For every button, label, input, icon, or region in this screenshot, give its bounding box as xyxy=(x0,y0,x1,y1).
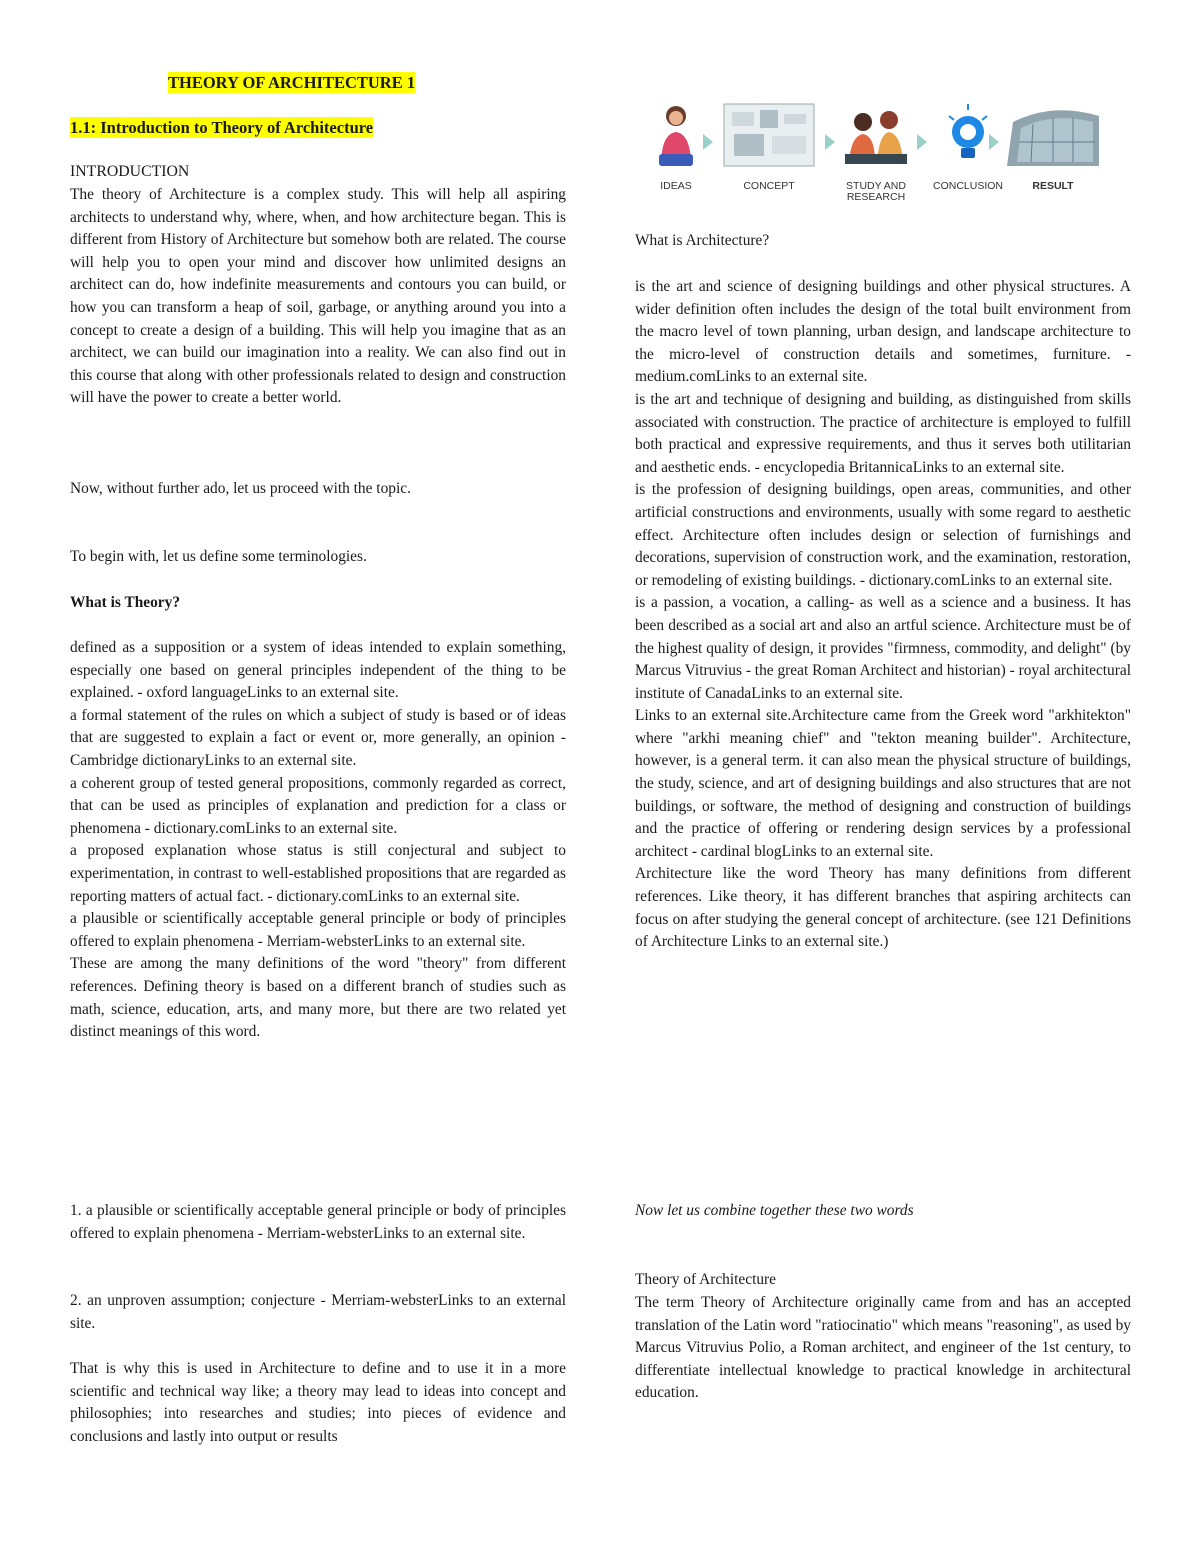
flow-step-label: RESULT xyxy=(1032,180,1074,192)
among-paragraph: These are among the many definitions of the word "theory" from different references. Defining theory is based on a different branch of studies such as math, science, education, arts, and many more, but there are two related yet distinct meanings of this word. xyxy=(70,955,566,1041)
theory-of-architecture-paragraph: The term Theory of Architecture originally came from and has an accepted translation of the Latin word "ratiocinatio" which means "reasoning", as used by Marcus Vitruvius Polio, a Roman architect, and engineer of the 1st century, to differentiate intellectual knowledge to practical knowledge in architectural education. xyxy=(635,1294,1131,1402)
arrow-right-icon xyxy=(825,134,835,150)
theory-definition: a coherent group of tested general propositions, commonly regarded as correct, that can be used as principles of explanation and prediction for a class or phenomena - dictionary.comLinks to an external site. xyxy=(70,774,566,837)
architecture-definition: Architecture like the word Theory has many definitions from different references. Like theory, it has different branches that aspiring architects can focus on after studying the general concept of architecture. (see 121 Definitions of Architecture Links to an external site.) xyxy=(635,865,1131,951)
flow-step-label: CONCLUSION xyxy=(932,180,1003,192)
theory-definition: a formal statement of the rules on which a subject of study is based or of ideas that are suggested to explain a fact or event or, more generally, an opinion - Cambridge dictionaryLinks to an external site. xyxy=(70,706,566,769)
arrow-right-icon xyxy=(989,134,999,150)
arrow-right-icon xyxy=(703,134,713,150)
building-icon xyxy=(1003,98,1103,170)
architecture-definition: is a passion, a vocation, a calling- as well as a science and a business. It has been described as a social art and also an artful science. Architecture must be of the highest quality of design, it provides "firmness, commodity, and delight" (by Marcus Vitruvius - the great Roman Architect and historian) - royal architectural institute of CanadaLinks to an external site. xyxy=(635,594,1131,702)
flow-step-label: IDEAS xyxy=(660,180,692,192)
theory-of-architecture-heading: Theory of Architecture xyxy=(635,1271,777,1288)
theory-definitions xyxy=(70,637,566,1044)
concept-board-icon xyxy=(722,98,816,170)
what-is-architecture-heading: What is Architecture? xyxy=(635,232,770,249)
arrow-right-icon xyxy=(917,134,927,150)
begin-paragraph: To begin with, let us define some terminologies. xyxy=(70,548,367,565)
flow-step-study xyxy=(839,98,913,203)
people-studying-icon xyxy=(841,98,911,170)
intro-paragraph: The theory of Architecture is a complex study. This will help all aspiring architects to understand why, where, when, and how architecture began. This is different from History of Architecture but somehow both are related. The course will help you to open your mind and discover how unlimited designs an architect can do, how indefinite measurements and contours you can build, or how you can transform a heap of soil, garbage, or anything around you into a concept to create a design of a building. This will help you imagine that as an architect, we can build our imagination into a reality. We can also find out in this course that along with other professionals related to design and construction will have the power to create a better world. xyxy=(70,186,566,407)
architecture-definition: is the profession of designing buildings, open areas, communities, and other artificial constructions and environments, usually with some regard to aesthetic effect. Architecture often includes design or selection of furnishings and decorations, supervision of construction work, and the examination, restoration, or remodeling of existing buildings. - dictionary.comLinks to an external site. xyxy=(635,481,1131,589)
document-title: THEORY OF ARCHITECTURE 1 xyxy=(168,73,416,92)
theory-definition: a proposed explanation whose status is still conjectural and subject to experimentation, in contrast to well-established propositions that are regarded as reporting matters of actual fact. - dictionary.comLinks to an external site. xyxy=(70,842,566,905)
flow-step-result xyxy=(1003,98,1103,192)
theory-definition: defined as a supposition or a system of ideas intended to explain something, especially one based on general principles independent of the thing to be explained. - oxford languageLinks to an external site. xyxy=(70,639,566,702)
architecture-definitions xyxy=(635,276,1131,954)
architecture-definition: is the art and science of designing buildings and other physical structures. A wider definition often includes the design of the total built environment from the macro level of town planning, urban design, and landscape architecture to the micro-level of construction details and sometimes, furniture. - medium.comLinks to an external site. xyxy=(635,278,1131,386)
flow-step-concept xyxy=(719,98,819,192)
meaning-one: 1. a plausible or scientifically acceptable general principle or body of principles offered to explain phenomena - Merriam-websterLinks to an external site. xyxy=(70,1202,566,1242)
person-thinking-icon xyxy=(651,98,701,170)
flow-step-label: STUDY AND RESEARCH xyxy=(846,180,906,203)
theory-definition: a plausible or scientifically acceptable general principle or body of principles offered to explain phenomena - Merriam-websterLinks to an external site. xyxy=(70,910,566,950)
architecture-definition: is the art and technique of designing and building, as distinguished from skills associated with construction. The practice of architecture is employed to fulfill both practical and expressive requirements, and thus it serves both utilitarian and aesthetic ends. - encyclopedia BritannicaLinks to an external site. xyxy=(635,390,1131,476)
closing-paragraph: That is why this is used in Architecture to define and to use it in a more scientific and technical way like; a theory may lead to ideas into concept and philosophies; into researches and studies; into pieces of evidence and conclusions and lastly into output or results xyxy=(70,1360,566,1445)
proceed-paragraph: Now, without further ado, let us proceed with the topic. xyxy=(70,480,411,497)
what-is-theory-heading: What is Theory? xyxy=(70,594,181,611)
combine-paragraph: Now let us combine together these two words xyxy=(635,1202,914,1219)
intro-heading: INTRODUCTION xyxy=(70,163,190,180)
architecture-definition: Links to an external site.Architecture came from the Greek word "arkhitekton" where "arkhi meaning chief" and "tekton meaning builder". Architecture, however, is a general term. it can also mean the physical structure of buildings, the study, science, and art of designing buildings and also structures that are not buildings, or software, the method of designing and construction of buildings and the practice of offering or rendering design services by a professional architect - cardinal blogLinks to an external site. xyxy=(635,707,1131,860)
section-subtitle: 1.1: Introduction to Theory of Architecture xyxy=(70,118,374,137)
flow-step-label: CONCEPT xyxy=(743,180,795,192)
flow-step-ideas xyxy=(645,98,707,192)
meaning-two: 2. an unproven assumption; conjecture - Merriam-websterLinks to an external site. xyxy=(70,1292,566,1332)
lightbulb-icon xyxy=(943,98,993,170)
architecture-process-diagram xyxy=(645,98,1105,208)
